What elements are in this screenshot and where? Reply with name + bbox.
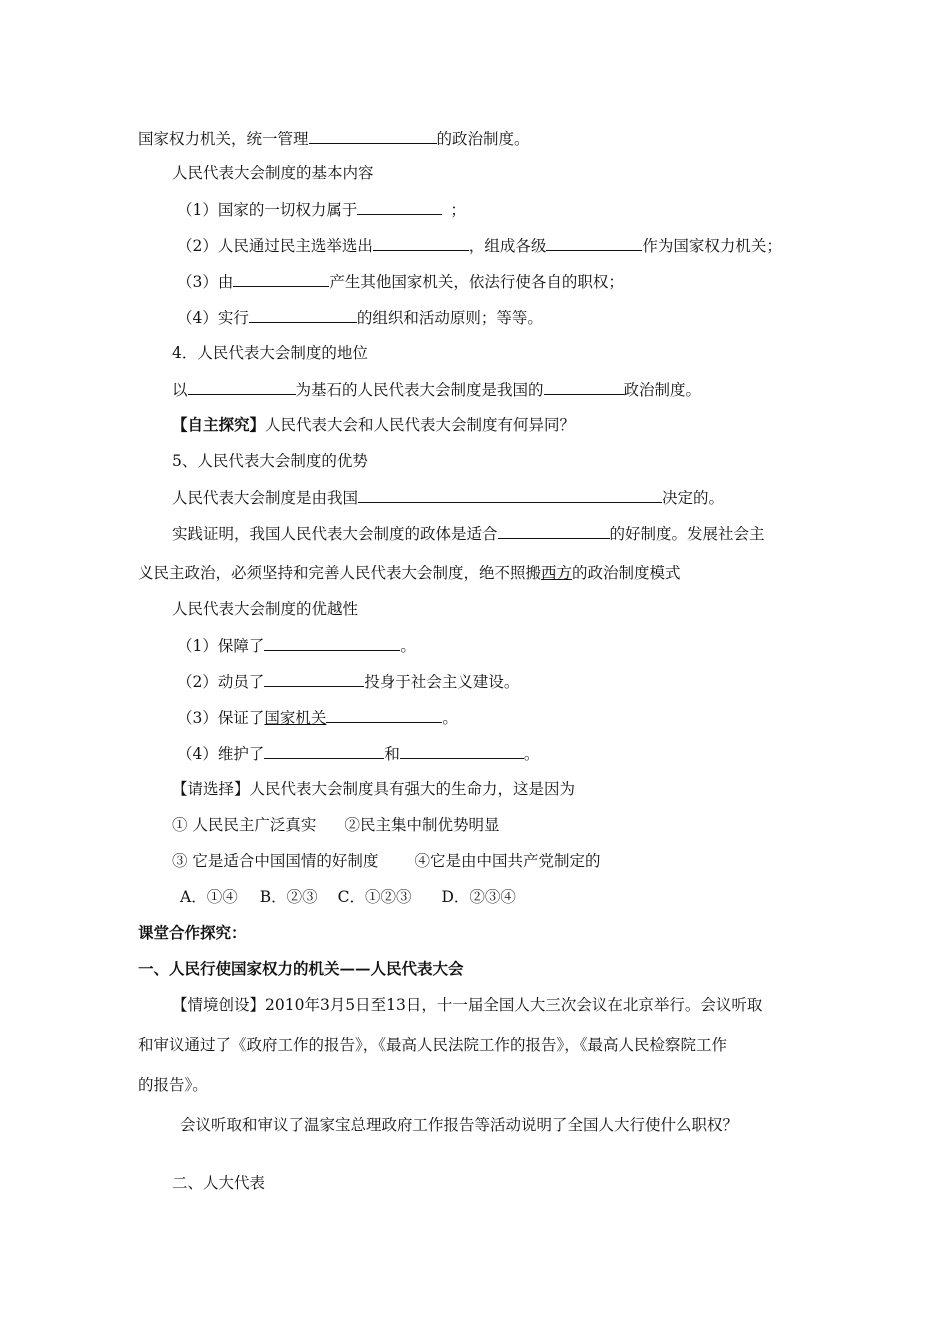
text-segment: 和 <box>384 745 400 763</box>
underlined-text: 西方 <box>541 564 573 582</box>
question-text: 会议听取和审议了温家宝总理政府工作报告等活动说明了全国人大行使什么职权？ <box>180 1116 739 1134</box>
text-segment: 政治制度。 <box>623 381 702 399</box>
fill-blank <box>546 235 642 251</box>
fill-blank <box>358 487 662 503</box>
text-segment: 的好制度。发展社会主 <box>609 525 765 543</box>
fill-blank <box>233 271 329 287</box>
text-segment: （4）实行 <box>177 309 249 327</box>
fill-blank <box>264 635 400 651</box>
fill-blank <box>373 235 469 251</box>
text-line <box>177 199 466 220</box>
text-segment: 决定的。 <box>662 489 725 507</box>
text-segment: 。 <box>523 745 540 763</box>
answer-option: C．①②③ <box>337 888 412 906</box>
text-line <box>177 707 458 728</box>
text-line <box>177 671 519 692</box>
text-segment: ，组成各级 <box>468 237 547 255</box>
text-segment: （2）动员了 <box>177 673 265 691</box>
underlined-text: 国家机关 <box>264 709 327 727</box>
text-line <box>172 523 765 544</box>
paragraph-line: 的报告》。 <box>138 1076 208 1094</box>
text-line <box>138 563 681 583</box>
choice-row <box>172 815 499 835</box>
text-line <box>177 271 624 292</box>
fill-blank <box>544 379 624 395</box>
text-segment: 产生其他国家机关，依法行使各自的职权； <box>329 273 624 291</box>
section-heading: 人民代表大会制度的基本内容 <box>172 164 374 182</box>
choice-item: ④它是由中国共产党制定的 <box>414 852 601 870</box>
text-segment: （2）人民通过民主选举选出 <box>177 237 373 255</box>
text-segment: （1）国家的一切权力属于 <box>177 201 358 219</box>
section-heading: 二、人大代表 <box>172 1174 266 1192</box>
text-line <box>177 235 782 256</box>
choice-item: ②民主集中制优势明显 <box>344 816 500 834</box>
label-self-study: 【自主探究】 <box>172 415 266 434</box>
section-title: 一、人民行使国家权力的机关——人民代表大会 <box>138 959 464 978</box>
text-segment: （3）保证了 <box>177 709 265 727</box>
text-segment: （4）维护了 <box>177 745 265 763</box>
fill-blank <box>249 307 357 323</box>
text-line <box>177 635 416 656</box>
question-text: 人民代表大会和人民代表大会制度有何异同？ <box>265 416 576 434</box>
answer-option: A．①④ <box>180 888 238 906</box>
choice-row <box>172 851 600 871</box>
choice-item: ③ 它是适合中国国情的好制度 <box>172 852 379 870</box>
section-heading: 4．人民代表大会制度的地位 <box>172 344 368 362</box>
fill-blank <box>188 379 296 395</box>
text-segment: ； <box>450 201 466 219</box>
text-segment: 为基石的人民代表大会制度是我国的 <box>295 381 544 399</box>
text-line <box>172 379 701 400</box>
section-heading: 5、人民代表大会制度的优势 <box>172 452 368 470</box>
text-line <box>177 743 539 764</box>
answer-options-row <box>180 887 516 907</box>
text-segment: 的政治制度。 <box>436 130 530 148</box>
paragraph-line: 【情境创设】2010年3月5日至13日，十一届全国人大三次会议在北京举行。会议听取 <box>172 996 763 1014</box>
fill-blank <box>309 128 437 144</box>
section-title: 课堂合作探究： <box>138 923 247 942</box>
paragraph-line: 和审议通过了《政府工作的报告》，《最高人民法院工作的报告》，《最高人民检察院工作 <box>138 1036 728 1054</box>
fill-blank <box>264 743 384 759</box>
choice-item: ① 人民民主广泛真实 <box>172 816 317 834</box>
text-segment: （1）保障了 <box>177 637 265 655</box>
text-segment: 实践证明，我国人民代表大会制度的政体是适合 <box>172 525 498 543</box>
text-segment: 作为国家权力机关； <box>642 237 782 255</box>
fill-blank <box>357 199 442 215</box>
fill-blank <box>498 523 610 539</box>
answer-option: D．②③④ <box>441 888 516 906</box>
text-segment: 人民代表大会制度是由我国 <box>172 489 359 507</box>
text-line <box>138 128 530 149</box>
section-heading: 人民代表大会制度的优越性 <box>172 600 359 618</box>
fill-blank <box>264 671 364 687</box>
fill-blank <box>326 707 442 723</box>
text-segment: 的组织和活动原则；等等。 <box>356 309 543 327</box>
text-segment: 国家权力机关，统一管理 <box>138 130 309 148</box>
text-line <box>177 307 543 328</box>
text-segment: 义民主政治，必须坚持和完善人民代表大会制度，绝不照搬 <box>138 564 542 582</box>
text-line <box>172 415 575 435</box>
text-segment: 。 <box>400 637 416 655</box>
text-segment: 以 <box>172 381 188 399</box>
fill-blank <box>400 743 524 759</box>
text-line <box>172 487 724 508</box>
text-segment: 。 <box>442 709 458 727</box>
answer-option: B．②③ <box>259 888 318 906</box>
question-prompt: 【请选择】人民代表大会制度具有强大的生命力，这是因为 <box>172 780 576 798</box>
text-segment: 投身于社会主义建设。 <box>364 673 520 691</box>
text-segment: （3）由 <box>177 273 234 291</box>
text-segment: 的政治制度模式 <box>572 564 681 582</box>
